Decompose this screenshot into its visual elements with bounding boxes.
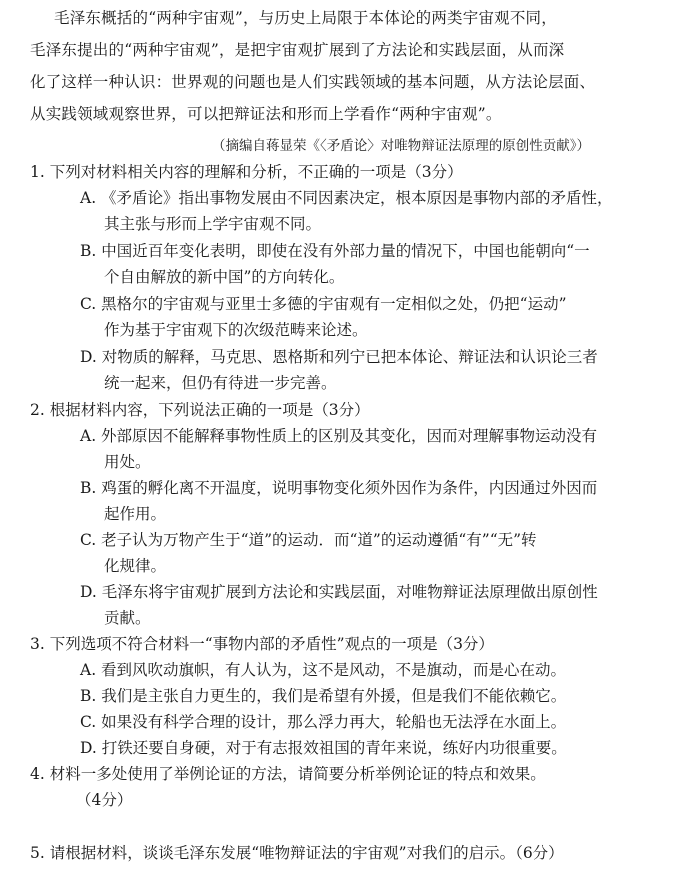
question-4-points: （4分）: [76, 791, 133, 809]
question-2-option-a-cont: 用处。: [104, 453, 151, 471]
question-3-stem: 3. 下列选项不符合材料一“事物内部的矛盾性”观点的一项是（3分）: [30, 635, 494, 653]
question-2-option-a: A. 外部原因不能解释事物性质上的区别及其变化，因而对理解事物运动没有: [80, 427, 598, 445]
question-2-option-c-cont: 化规律。: [104, 557, 167, 575]
question-2-option-c: C. 老子认为万物产生于“道”的运动．而“道”的运动遵循“有”“无”转: [80, 531, 537, 549]
passage-line: 化了这样一种认识：世界观的问题也是人们实践领域的基本问题，从方法论层面、: [30, 73, 596, 91]
question-1-stem: 1. 下列对材料相关内容的理解和分析，不正确的一项是（3分）: [30, 163, 463, 181]
question-2-option-d: D. 毛泽东将宇宙观扩展到方法论和实践层面，对唯物辩证法原理做出原创性: [80, 583, 598, 601]
question-1-option-a: A. 《矛盾论》指出事物发展由不同因素决定，根本原因是事物内部的矛盾性，: [80, 189, 613, 207]
question-4-stem: 4. 材料一多处使用了举例论证的方法，请简要分析举例论证的特点和效果。: [30, 765, 546, 783]
question-1-option-d: D. 对物质的解释，马克思、恩格斯和列宁已把本体论、辩证法和认识论三者: [80, 348, 598, 366]
question-2-option-b: B. 鸡蛋的孵化离不开温度，说明事物变化须外因作为条件，内因通过外因而: [80, 479, 598, 497]
passage-line: 从实践领域观察世界，可以把辩证法和形而上学看作“两种宇宙观”。: [30, 105, 502, 123]
question-1-option-b-cont: 个自由解放的新中国”的方向转化。: [104, 268, 345, 286]
passage-line: 毛泽东提出的“两种宇宙观”，是把宇宙观扩展到了方法论和实践层面，从而深: [30, 41, 565, 59]
question-1-option-c-cont: 作为基于宇宙观下的次级范畴来论述。: [104, 321, 368, 339]
passage-line: 毛泽东概括的“两种宇宙观”，与历史上局限于本体论的两类宇宙观不同，: [54, 9, 557, 27]
question-1-option-d-cont: 统一起来，但仍有待进一步完善。: [104, 374, 337, 392]
question-3-option-c: C. 如果没有科学合理的设计，那么浮力再大，轮船也无法浮在水面上。: [80, 713, 567, 731]
question-1-option-b: B. 中国近百年变化表明，即使在没有外部力量的情况下，中国也能朝向“一: [80, 242, 590, 260]
question-2-stem: 2. 根据材料内容，下列说法正确的一项是（3分）: [30, 401, 370, 419]
question-3-option-b: B. 我们是主张自力更生的，我们是希望有外援，但是我们不能依赖它。: [80, 687, 567, 705]
question-3-option-d: D. 打铁还要自身硬，对于有志报效祖国的青年来说，练好内功很重要。: [80, 739, 567, 757]
passage-source: （摘编自蒋显荣《〈矛盾论〉对唯物辩证法原理的原创性贡献》）: [212, 138, 590, 154]
question-5-stem: 5. 请根据材料，谈谈毛泽东发展“唯物辩证法的宇宙观”对我们的启示。（6分）: [30, 844, 564, 862]
question-3-option-a: A. 看到风吹动旗帜，有人认为，这不是风动，不是旗动，而是心在动。: [80, 661, 567, 679]
question-2-option-d-cont: 贡献。: [104, 609, 151, 627]
question-1-option-a-cont: 其主张与形而上学宇宙观不同。: [104, 215, 322, 233]
question-1-option-c: C. 黑格尔的宇宙观与亚里士多德的宇宙观有一定相似之处，仍把“运动”: [80, 295, 567, 313]
question-2-option-b-cont: 起作用。: [104, 505, 167, 523]
